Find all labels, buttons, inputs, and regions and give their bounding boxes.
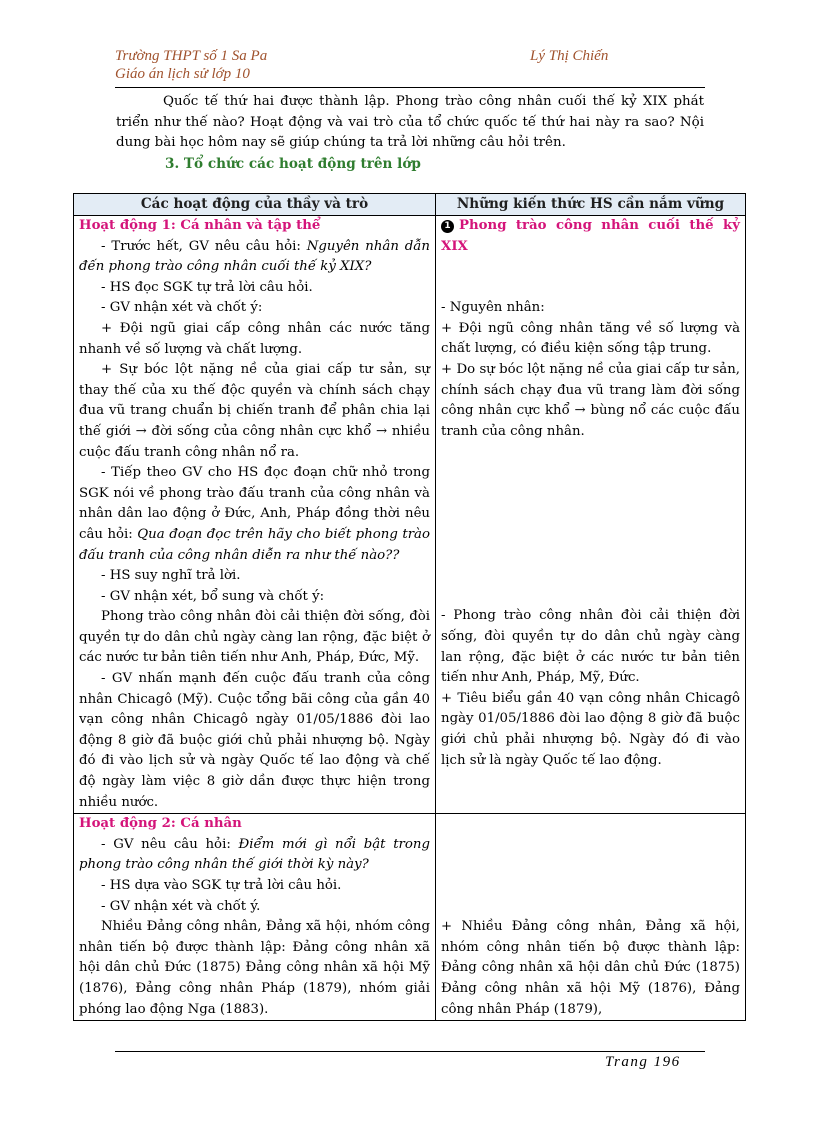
section-heading: 3. Tổ chức các hoạt động trên lớp bbox=[165, 156, 421, 172]
activity-2-step-2: - GV nhận xét và chốt ý. bbox=[101, 898, 261, 914]
table-row-activity-1 bbox=[74, 216, 746, 814]
knowledge-1-cell bbox=[436, 216, 746, 814]
footer-divider bbox=[115, 1051, 705, 1052]
activity-1-step-2: - GV nhận xét và chốt ý: bbox=[101, 300, 263, 316]
page-header bbox=[115, 47, 705, 89]
page-number: Trang 196 bbox=[605, 1054, 681, 1070]
header-divider bbox=[115, 87, 705, 88]
activity-1-step-3: - HS suy nghĩ trả lời. bbox=[101, 568, 241, 584]
knowledge-1-item-3: + Do sự bóc lột nặng nề của giai cấp tư sản, chính sách chạy đua vũ trang làm đời sống công nhân cực khổ → bùng nổ các cuộc đấu tranh của công nhân. bbox=[441, 361, 740, 439]
knowledge-2-item-1: + Nhiều Đảng công nhân, Đảng xã hội, nhóm công nhân tiến bộ được thành lập: Đảng công nhân xã hội dân chủ Đức (1875) Đảng công nhân xã hội Mỹ (1876), Đảng công nhân Pháp (1879), bbox=[441, 919, 740, 1017]
activity-1-cell bbox=[74, 216, 436, 814]
activity-2-title: Hoạt động 2: Cá nhân bbox=[79, 816, 242, 832]
knowledge-1-item-2: + Đội ngũ công nhân tăng về số lượng và chất lượng, có điều kiện sống tập trung. bbox=[441, 320, 740, 357]
activity-1-step-4: - GV nhận xét, bổ sung và chốt ý: bbox=[101, 588, 325, 604]
activity-1-question-2: - Tiếp theo GV cho HS đọc đoạn chữ nhỏ trong SGK nói về phong trào đấu tranh của công nhân và nhân dân lao động ở Đức, Anh, Pháp đồng thời nêu câu hỏi: Qua đoạn đọc trên hãy cho biết phong trào đấu tranh của công nhân diễn ra như thế nào?? bbox=[79, 465, 430, 563]
activity-1-point-3: Phong trào công nhân đòi cải thiện đời sống, đòi quyền tự do dân chủ ngày càng lan rộng, đặc biệt ở các nước tư bản tiên tiến như Anh, Pháp, Đức, Mỹ. bbox=[79, 609, 430, 666]
table-row-activity-2 bbox=[74, 814, 746, 1021]
knowledge-2-cell bbox=[436, 814, 746, 1021]
intro-paragraph bbox=[116, 92, 704, 154]
activity-1-point-1: + Đội ngũ giai cấp công nhân các nước tăng nhanh về số lượng và chất lượng. bbox=[79, 320, 430, 357]
activity-1-title: Hoạt động 1: Cá nhân và tập thể bbox=[79, 218, 321, 233]
activity-1-step-1: - HS đọc SGK tự trả lời câu hỏi. bbox=[101, 279, 313, 295]
knowledge-1-title: 1 Phong trào công nhân cuối thế kỷ XIX bbox=[441, 218, 740, 254]
intro-text: Quốc tế thứ hai được thành lập. Phong trào công nhân cuối thế kỷ XIX phát triển như thế nào? Hoạt động và vai trò của tổ chức quốc tế thứ hai này ra sao? Nội dung bài học hôm nay sẽ giúp chúng ta trả lời những câu hỏi trên. bbox=[116, 94, 704, 150]
activity-2-point-1: Nhiều Đảng công nhân, Đảng xã hội, nhóm công nhân tiến bộ được thành lập: Đảng công nhân xã hội dân chủ Đức (1875) Đảng công nhân xã hội Mỹ (1876), Đảng công nhân Pháp (1879), nhóm giải phóng lao động Nga (1883). bbox=[79, 919, 430, 1017]
activity-2-step-1: - HS dựa vào SGK tự trả lời câu hỏi. bbox=[101, 878, 342, 893]
activity-2-cell bbox=[74, 814, 436, 1021]
knowledge-1-item-1: - Nguyên nhân: bbox=[441, 300, 545, 316]
knowledge-1-item-4: - Phong trào công nhân đòi cải thiện đời sống, đòi quyền tự do dân chủ ngày càng lan rộng, đặc biệt ở các nước tư bản tiên tiến như Anh, Pháp, Mỹ, Đức. bbox=[441, 608, 740, 686]
numbered-bullet-icon: 1 bbox=[441, 220, 454, 233]
school-name: Trường THPT số 1 Sa Pa bbox=[115, 48, 268, 64]
lesson-table bbox=[73, 193, 746, 1021]
table-header-row bbox=[74, 194, 746, 216]
activity-1-point-4: - GV nhấn mạnh đến cuộc đấu tranh của công nhân Chicagô (Mỹ). Cuộc tổng bãi công của gần 40 vạn công nhân Chicagô ngày 01/05/1886 đòi lao động 8 giờ đã buộc giới chủ phải nhượng bộ. Ngày đó đi vào lịch sử và ngày Quốc tế lao động và chế độ ngày làm việc 8 giờ dần được thực hiện trong nhiều nước. bbox=[79, 671, 430, 810]
teacher-name: Lý Thị Chiến bbox=[530, 48, 609, 64]
activity-1-point-2: + Sự bóc lột nặng nề của giai cấp tư sản, sự thay thế của xu thế độc quyền và chính sách chạy đua vũ trang chuẩn bị chiến tranh để phân chia lại thế giới → đời sống của công nhân cực khổ → nhiều cuộc đấu tranh công nhân nổ ra. bbox=[79, 362, 430, 460]
subject-title: Giáo án lịch sử lớp 10 bbox=[115, 66, 250, 82]
col-knowledge-header: Những kiến thức HS cần nắm vững bbox=[436, 194, 746, 216]
knowledge-1-item-5: + Tiêu biểu gần 40 vạn công nhân Chicagô ngày 01/05/1886 đòi lao động 8 giờ đã buộc giới chủ phải nhượng bộ. Ngày đó đi vào lịch sử là ngày Quốc tế lao động. bbox=[441, 690, 740, 768]
col-activities-header: Các hoạt động của thầy và trò bbox=[74, 194, 436, 216]
activity-1-question-1: - Trước hết, GV nêu câu hỏi: Nguyên nhân dẫn đến phong trào công nhân cuối thế kỷ XIX? bbox=[79, 238, 430, 275]
activity-2-question-1: - GV nêu câu hỏi: Điểm mới gì nổi bật trong phong trào công nhân thế giới thời kỳ này? bbox=[79, 836, 430, 873]
